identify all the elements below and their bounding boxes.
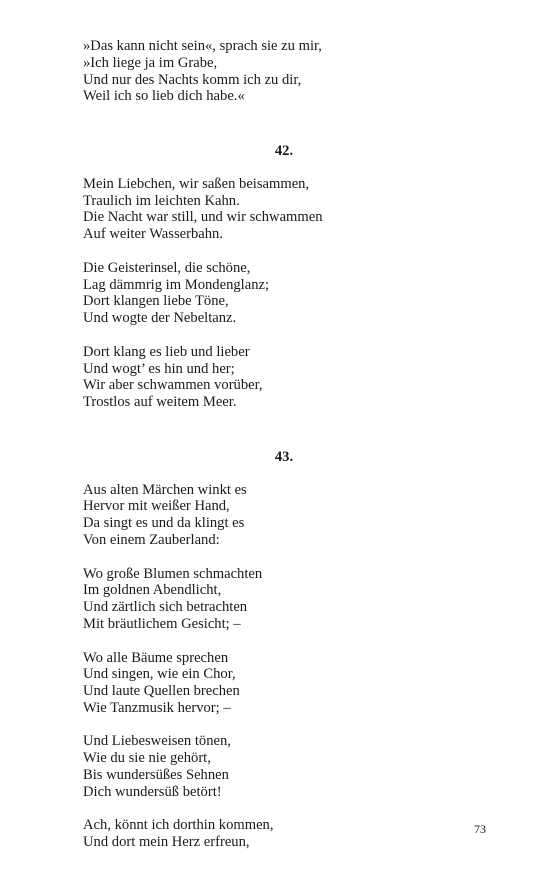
verse-line: Dich wundersüß betört! (83, 783, 222, 800)
verse-line: Dort klang es lieb und lieber (83, 343, 250, 360)
poem-43-stanza-3 (83, 650, 493, 717)
verse-line: Wie du sie nie gehört, (83, 750, 211, 767)
poem-number-43: 43. (274, 448, 294, 465)
verse-line: Und dort mein Herz erfreun, (83, 834, 250, 851)
poem-42-stanza-2 (83, 260, 493, 327)
verse-line: Und zärtlich sich betrachten (83, 599, 248, 616)
verse-line: Und Liebesweisen tönen, (83, 733, 231, 750)
poem-number-42: 42. (274, 142, 294, 159)
poem-43-stanza-4 (83, 733, 493, 800)
verse-line: Von einem Zauberland: (83, 531, 220, 548)
poem-42-stanza-1 (83, 176, 493, 243)
verse-line: Hervor mit weißer Hand, (83, 498, 230, 515)
page-body (83, 38, 493, 868)
verse-line: Dort klangen liebe Töne, (83, 293, 229, 310)
verse-line: Weil ich so lieb dich habe.« (83, 88, 245, 105)
verse-line: Bis wundersüßes Sehnen (83, 767, 229, 784)
verse-line: Die Nacht war still, und wir schwammen (83, 209, 323, 226)
verse-line: Ach, könnt ich dorthin kommen, (83, 817, 274, 834)
verse-line: Und wogte der Nebeltanz. (83, 310, 237, 327)
poem-43-stanza-5 (83, 817, 493, 851)
verse-line: Traulich im leichten Kahn. (83, 192, 240, 209)
verse-line: Trostlos auf weitem Meer. (83, 394, 237, 411)
poem-42-stanza-3 (83, 344, 493, 411)
verse-line: Aus alten Märchen winkt es (83, 481, 247, 498)
verse-line: Die Geisterinsel, die schöne, (83, 259, 251, 276)
verse-line: Wie Tanzmusik hervor; – (83, 699, 231, 716)
poem-43-stanza-2 (83, 566, 493, 633)
verse-line: Und laute Quellen brechen (83, 683, 240, 700)
verse-line: Wo große Blumen schmachten (83, 565, 263, 582)
verse-line: Wir aber schwammen vorüber, (83, 377, 263, 394)
verse-line: »Ich liege ja im Grabe, (83, 54, 218, 71)
page-number: 73 (474, 822, 486, 836)
verse-line: Mein Liebchen, wir saßen beisammen, (83, 175, 310, 192)
verse-line: Und nur des Nachts komm ich zu dir, (83, 71, 302, 88)
verse-line: Lag dämmrig im Mondenglanz; (83, 276, 270, 293)
poem-43-stanza-1 (83, 482, 493, 549)
verse-line: Wo alle Bäume sprechen (83, 649, 229, 666)
verse-line: »Das kann nicht sein«, sprach sie zu mir, (83, 38, 322, 54)
verse-line: Und singen, wie ein Chor, (83, 666, 236, 683)
verse-line: Und wogt’ es hin und her; (83, 360, 235, 377)
verse-line: Im goldnen Abendlicht, (83, 582, 222, 599)
continuation-stanza-1 (83, 38, 493, 105)
verse-line: Da singt es und da klingt es (83, 515, 245, 532)
verse-line: Mit bräutlichem Gesicht; – (83, 615, 241, 632)
verse-line: Auf weiter Wasserbahn. (83, 226, 223, 243)
